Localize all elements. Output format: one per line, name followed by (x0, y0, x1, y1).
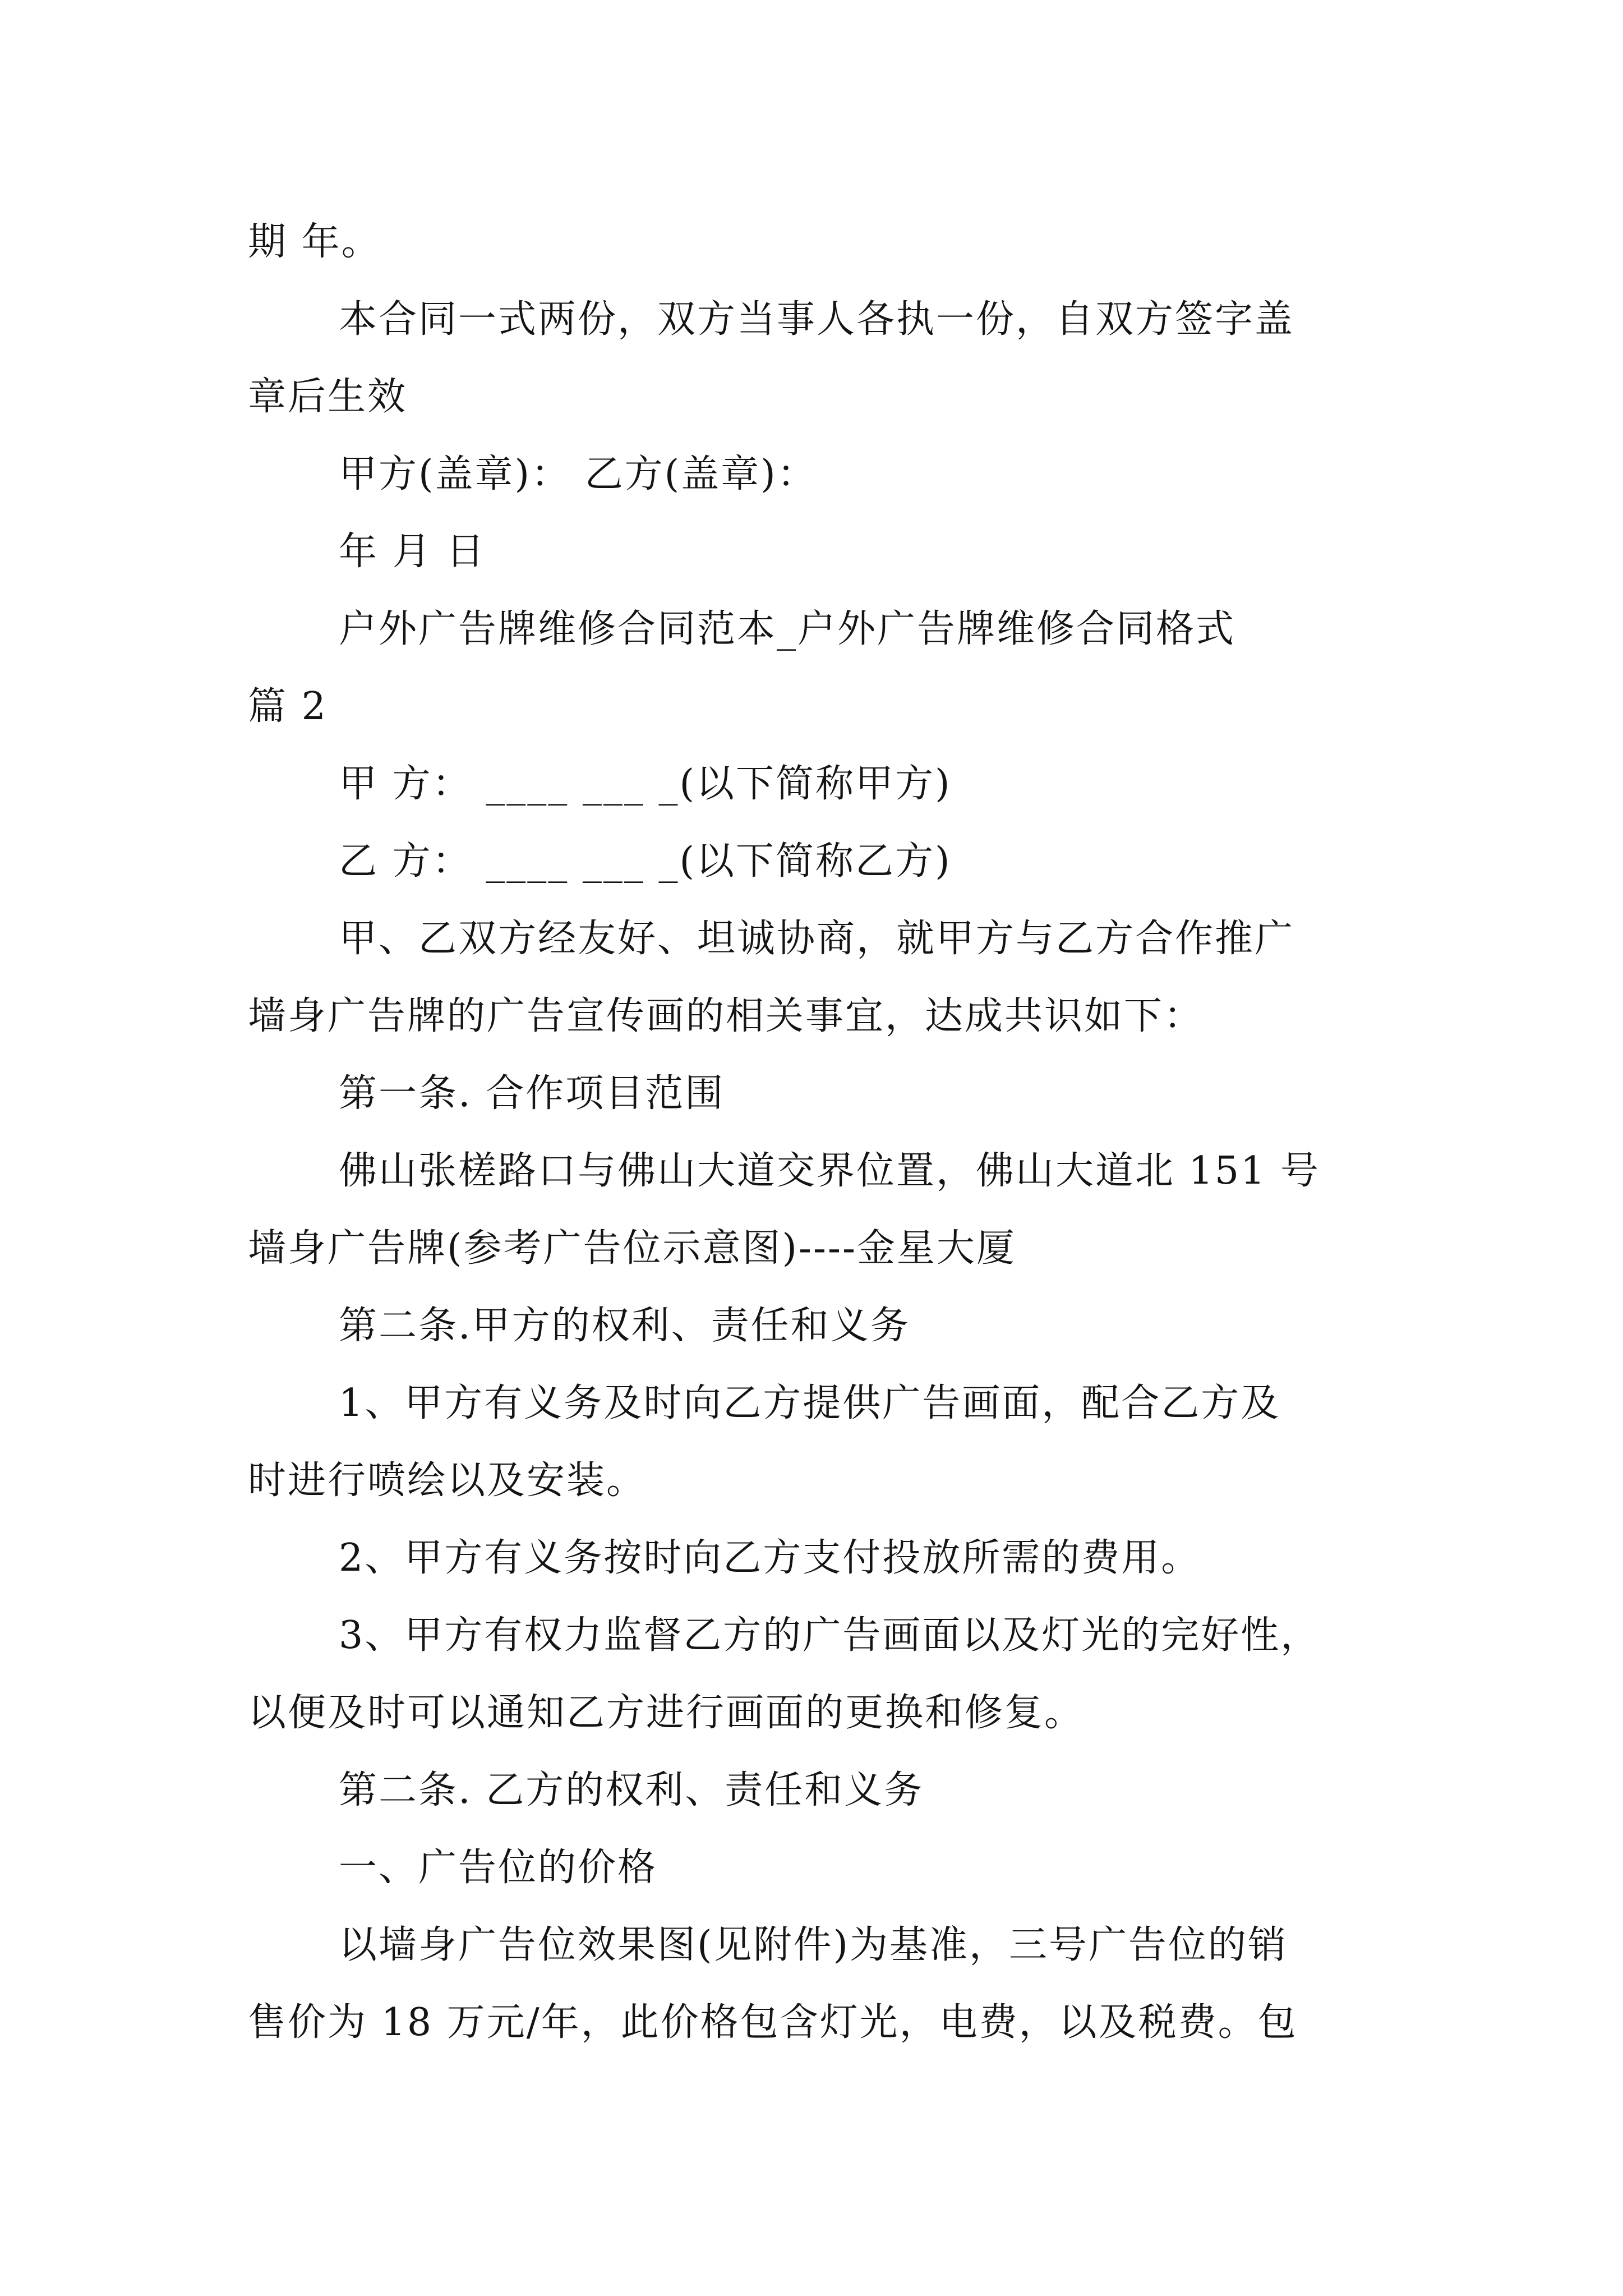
text-line: 甲 方： ____ ___ _(以下简称甲方) (339, 762, 952, 806)
text-line: 甲方(盖章)： 乙方(盖章)： (339, 452, 817, 496)
text-line: 第二条. 乙方的权利、责任和义务 (339, 1768, 924, 1812)
text-line: 第二条.甲方的权利、责任和义务 (339, 1304, 910, 1348)
text-line: 墙身广告牌(参考广告位示意图)----金星大厦 (248, 1226, 1016, 1271)
text-line: 墙身广告牌的广告宣传画的相关事宜，达成共识如下： (248, 994, 1204, 1038)
text-line: 一、广告位的价格 (339, 1846, 658, 1890)
text-line: 年 月 日 (339, 530, 486, 574)
text-line: 时进行喷绘以及安装。 (248, 1458, 647, 1503)
text-line: 第一条. 合作项目范围 (339, 1071, 725, 1116)
text-line: 本合同一式两份，双方当事人各执一份，自双方签字盖 (339, 297, 1295, 342)
text-line: 期 年。 (248, 220, 381, 264)
text-line: 以墙身广告位效果图(见附件)为基准，三号广告位的销 (339, 1923, 1288, 1967)
text-line: 售价为 18 万元/年，此价格包含灯光，电费，以及税费。包 (248, 2000, 1298, 2045)
text-line: 户外广告牌维修合同范本_户外广告牌维修合同格式 (339, 607, 1236, 651)
text-line: 2、甲方有义务按时向乙方支付投放所需的费用。 (339, 1536, 1201, 1580)
text-line: 1、甲方有义务及时向乙方提供广告画面，配合乙方及 (339, 1381, 1281, 1425)
text-line: 乙 方： ____ ___ _(以下简称乙方) (339, 839, 952, 884)
text-line: 甲、乙双方经友好、坦诚协商，就甲方与乙方合作推广 (339, 917, 1295, 961)
text-line: 篇 2 (248, 684, 328, 729)
text-line: 佛山张槎路口与佛山大道交界位置，佛山大道北 151 号 (339, 1149, 1321, 1193)
text-line: 章后生效 (248, 375, 408, 419)
text-line: 以便及时可以通知乙方进行画面的更换和修复。 (248, 1691, 1085, 1735)
text-line: 3、甲方有权力监督乙方的广告画面以及灯光的完好性， (339, 1613, 1321, 1658)
